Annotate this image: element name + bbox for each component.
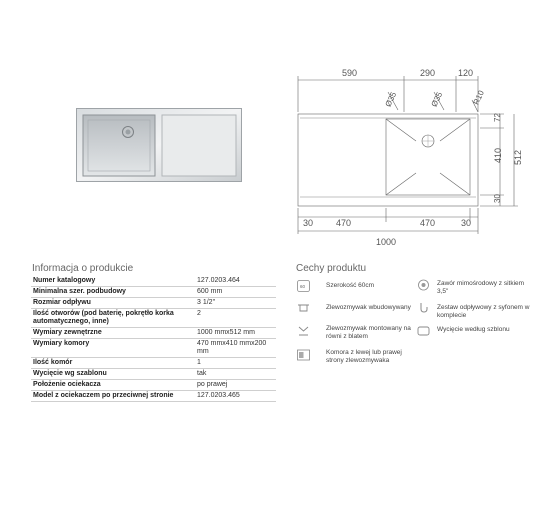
feature-label: Zawór mimośrodowy z sitkiem 3,5"	[437, 280, 525, 295]
table-row	[31, 391, 276, 402]
table-row	[31, 276, 276, 287]
dim-bottom-1: 30	[303, 218, 314, 228]
feature-label: Szerokość 60cm	[326, 282, 375, 289]
feature-label: Wycięcie według szblonu	[437, 326, 510, 333]
dim-bottom-4: 30	[461, 218, 472, 228]
spec-value: 1	[195, 358, 276, 369]
dim-hole-2: Ø35	[429, 90, 445, 109]
flush-mount-icon	[297, 325, 310, 337]
spec-key: Model z ociekaczem po przeciwnej stronie	[31, 391, 195, 402]
spec-key: Położenie ociekacza	[31, 380, 195, 391]
left-bowl-icon	[297, 349, 310, 361]
feature-label: Zestaw odpływowy z syfonem w komplecie	[437, 304, 530, 319]
feature-label: Komora z lewej lub prawej strony zlewozmywaka	[326, 349, 402, 364]
template-cut-icon	[417, 325, 430, 337]
dim-right-2: 410	[493, 147, 503, 163]
dim-overall-height: 512	[513, 149, 523, 165]
cabinet-width-icon	[297, 280, 310, 292]
spec-key: Rozmiar odpływu	[31, 298, 195, 309]
dim-top-3: 120	[458, 68, 474, 78]
dim-right-1: 72	[493, 113, 502, 122]
table-row	[31, 309, 276, 328]
spec-value: 2	[195, 309, 276, 328]
dim-overall-width: 1000	[376, 237, 397, 247]
table-row	[31, 328, 276, 339]
spec-value: 1000 mmx512 mm	[195, 328, 276, 339]
sink-product-photo	[76, 108, 242, 182]
spec-key: Numer katalogowy	[31, 276, 195, 287]
spec-key: Wymiary komory	[31, 339, 195, 358]
technical-drawing	[286, 62, 526, 250]
spec-key: Minimalna szer. podbudowy	[31, 287, 195, 298]
table-row	[31, 298, 276, 309]
svg-text:60: 60	[300, 284, 306, 289]
dim-bottom-3: 470	[420, 218, 436, 228]
spec-key: Ilość komór	[31, 358, 195, 369]
dim-top-2: 290	[420, 68, 436, 78]
dim-top-1: 590	[342, 68, 358, 78]
dim-radius: R10	[471, 89, 486, 107]
valve-icon	[417, 279, 430, 291]
info-section-title: Informacja o produkcie	[32, 263, 134, 274]
dim-hole-1: Ø35	[383, 90, 399, 109]
feature-label: Zlewozmywak montowany na równi z blatem	[326, 325, 411, 340]
spec-value: 600 mm	[195, 287, 276, 298]
siphon-icon	[417, 302, 430, 314]
feature-label: Zlewozmywak wbudowywany	[326, 304, 411, 311]
table-row	[31, 339, 276, 358]
spec-value: 127.0203.465	[195, 391, 276, 402]
dim-right-3: 30	[493, 194, 502, 203]
spec-value: tak	[195, 369, 276, 380]
features-section-title: Cechy produktu	[296, 263, 367, 274]
spec-value: 127.0203.464	[195, 276, 276, 287]
table-row	[31, 287, 276, 298]
spec-value: 3 1/2"	[195, 298, 276, 309]
dim-bottom-2: 470	[336, 218, 352, 228]
table-row	[31, 369, 276, 380]
spec-value: 470 mmx410 mmx200 mm	[195, 339, 276, 358]
inset-sink-icon	[297, 302, 310, 314]
spec-key: Wycięcie wg szablonu	[31, 369, 195, 380]
spec-key: Wymiary zewnętrzne	[31, 328, 195, 339]
table-row	[31, 358, 276, 369]
table-row	[31, 380, 276, 391]
spec-value: po prawej	[195, 380, 276, 391]
spec-table	[31, 276, 276, 402]
spec-key: Ilość otworów (pod baterię, pokrętło korka automatycznego, inne)	[31, 309, 195, 328]
